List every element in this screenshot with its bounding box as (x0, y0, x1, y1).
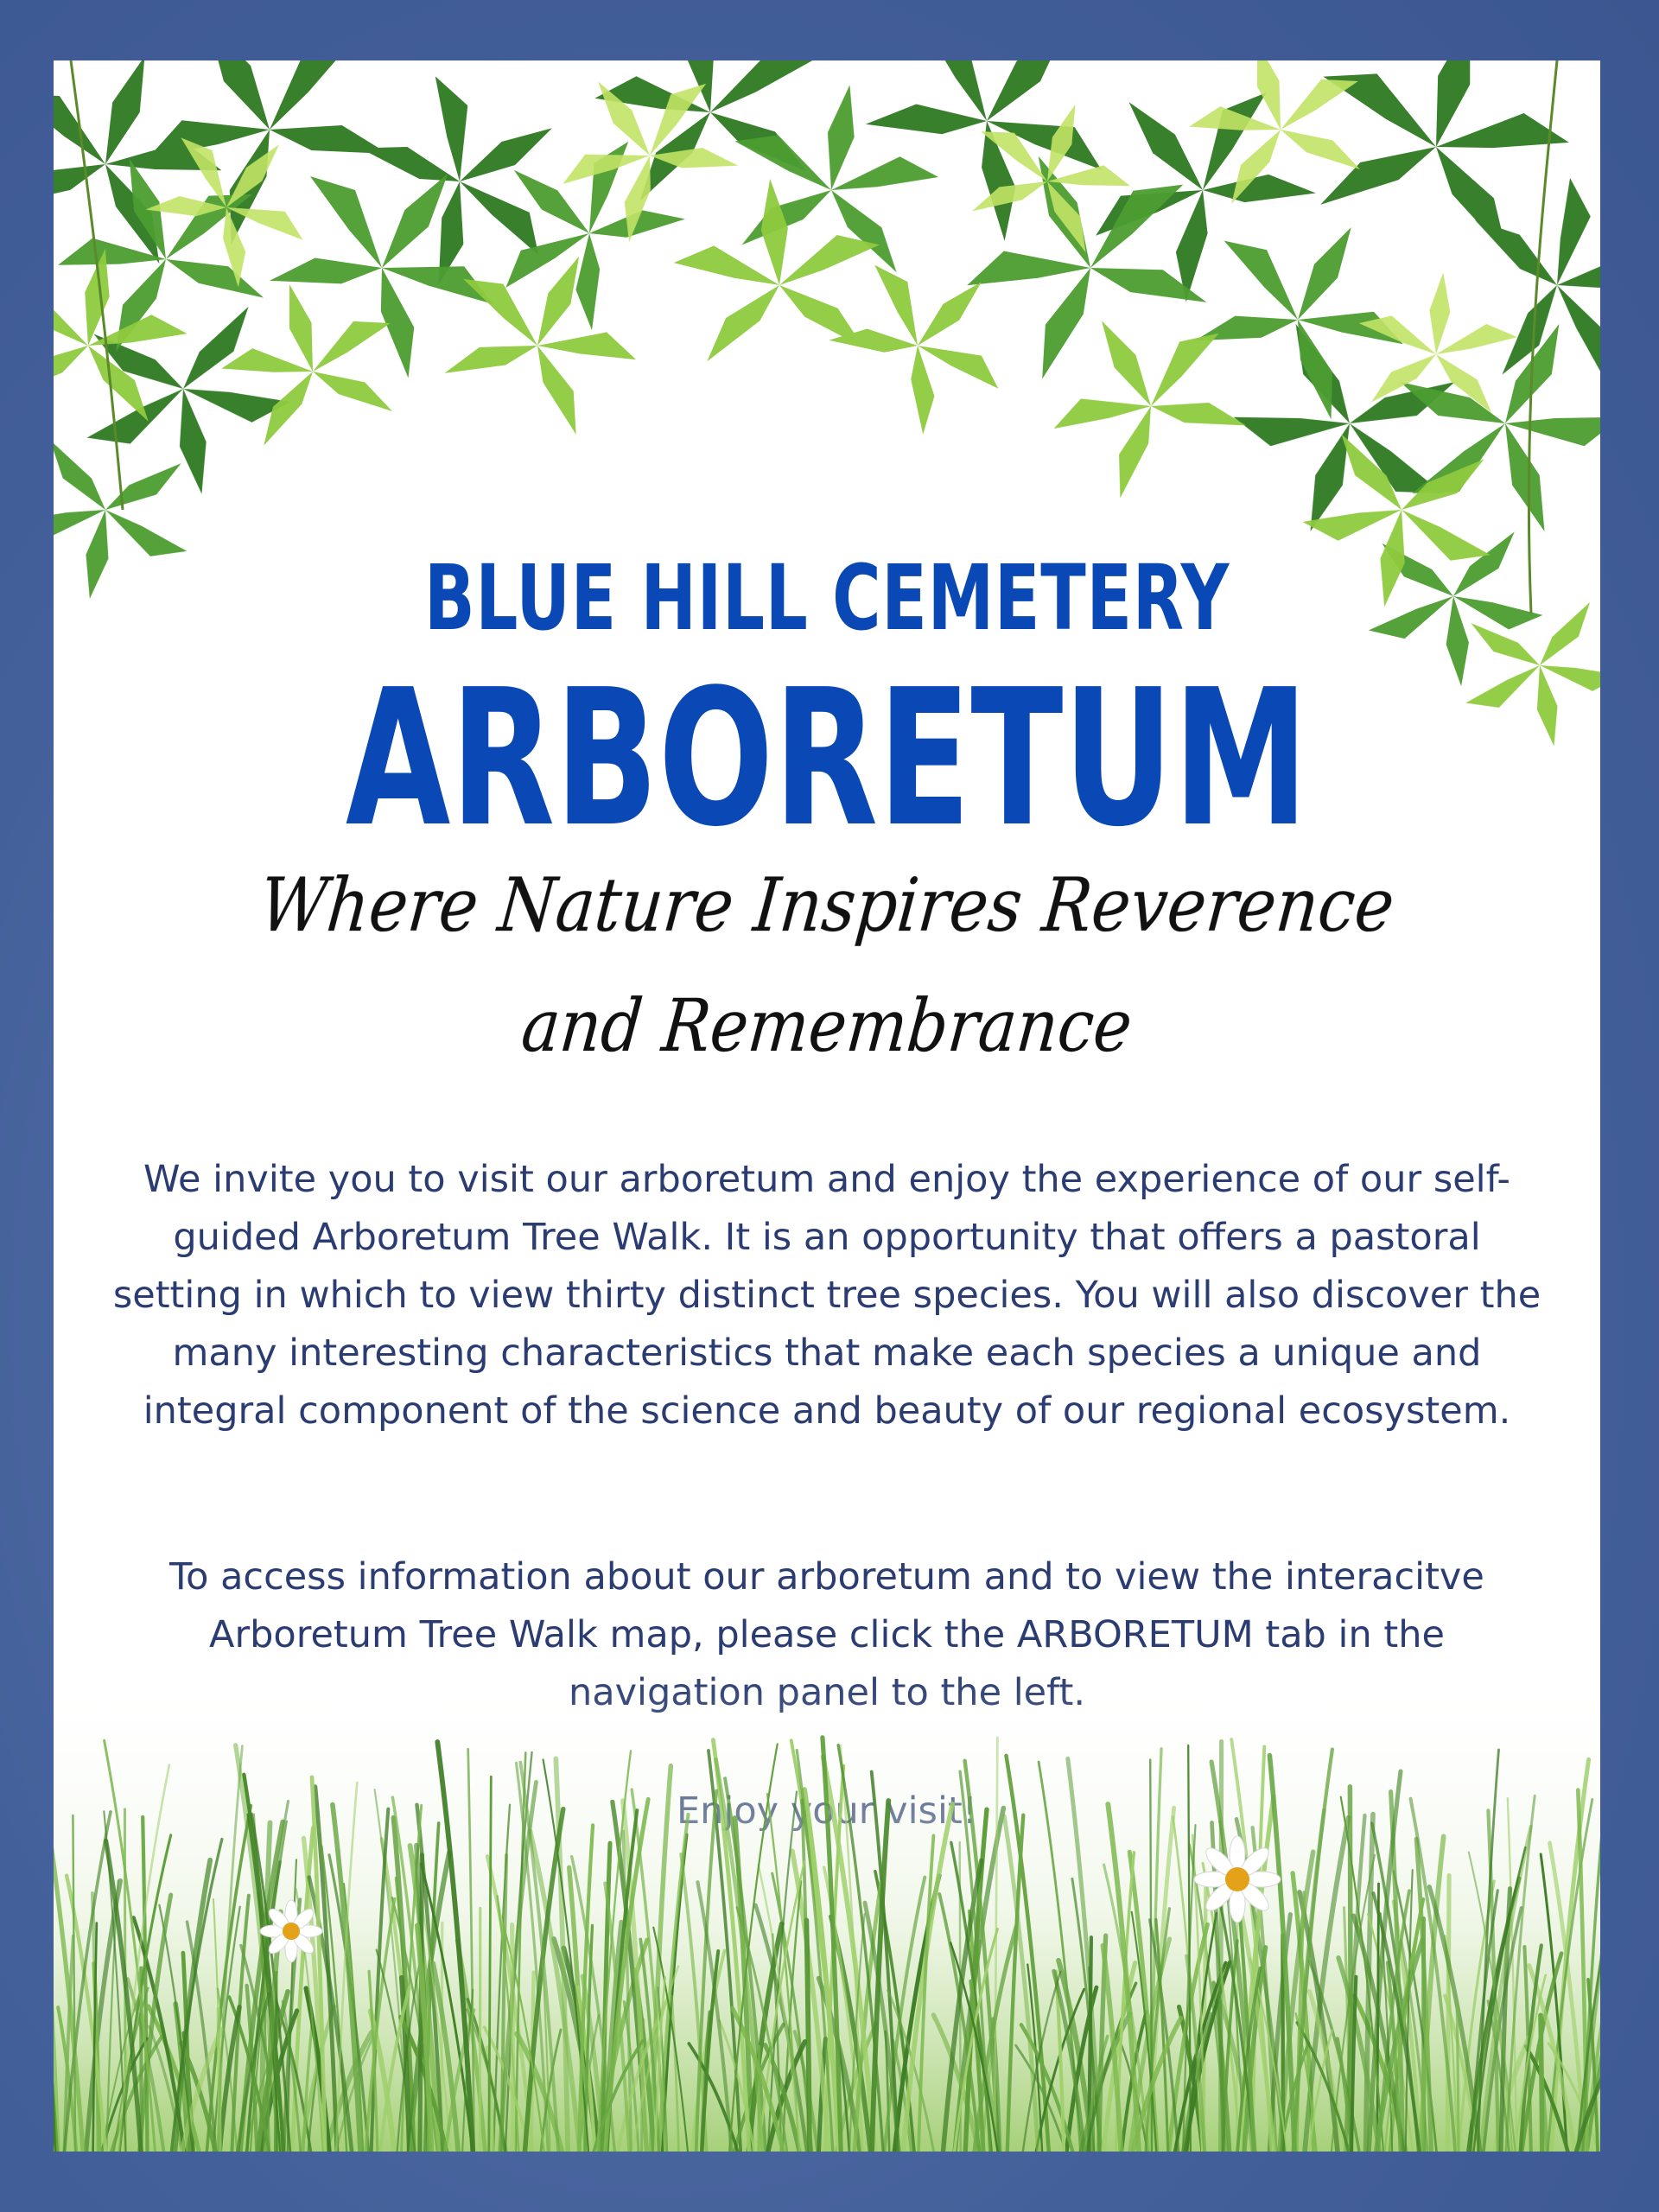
tagline-line-1: Where Nature Inspires Reverence (256, 862, 1398, 949)
content-panel (54, 60, 1600, 2152)
grass-blade (1457, 2005, 1459, 2152)
intro-paragraph: We invite you to visit our arboretum and enjoy the experience of our self-guided Arboretum Tree Walk. It is an opportunity that offers a pastoral setting in which to view thirty distinct tree species. You will also discover the many interesting characteristics that make each species a unique and integral component of the science and beauty of our regional ecosystem. (112, 1158, 1541, 1433)
site-subtitle: BLUE HILL CEMETERY (423, 545, 1230, 651)
grass-blade (759, 2046, 760, 2152)
grass-and-daisies-illustration (54, 1668, 1600, 2152)
tagline-line-2: and Remembrance (518, 983, 1136, 1068)
page-title: ARBORETUM (345, 650, 1309, 868)
grass-blade (1541, 2015, 1542, 2152)
grass-blade (512, 1924, 513, 2152)
daisy-icon (1194, 1836, 1281, 1923)
grass-blade (1350, 1787, 1351, 2152)
instructions-paragraph: To access information about our arboretum and to view the interacitve Arboretum Tree Walk map, please click the ARBORETUM tab in the (169, 1555, 1484, 1656)
